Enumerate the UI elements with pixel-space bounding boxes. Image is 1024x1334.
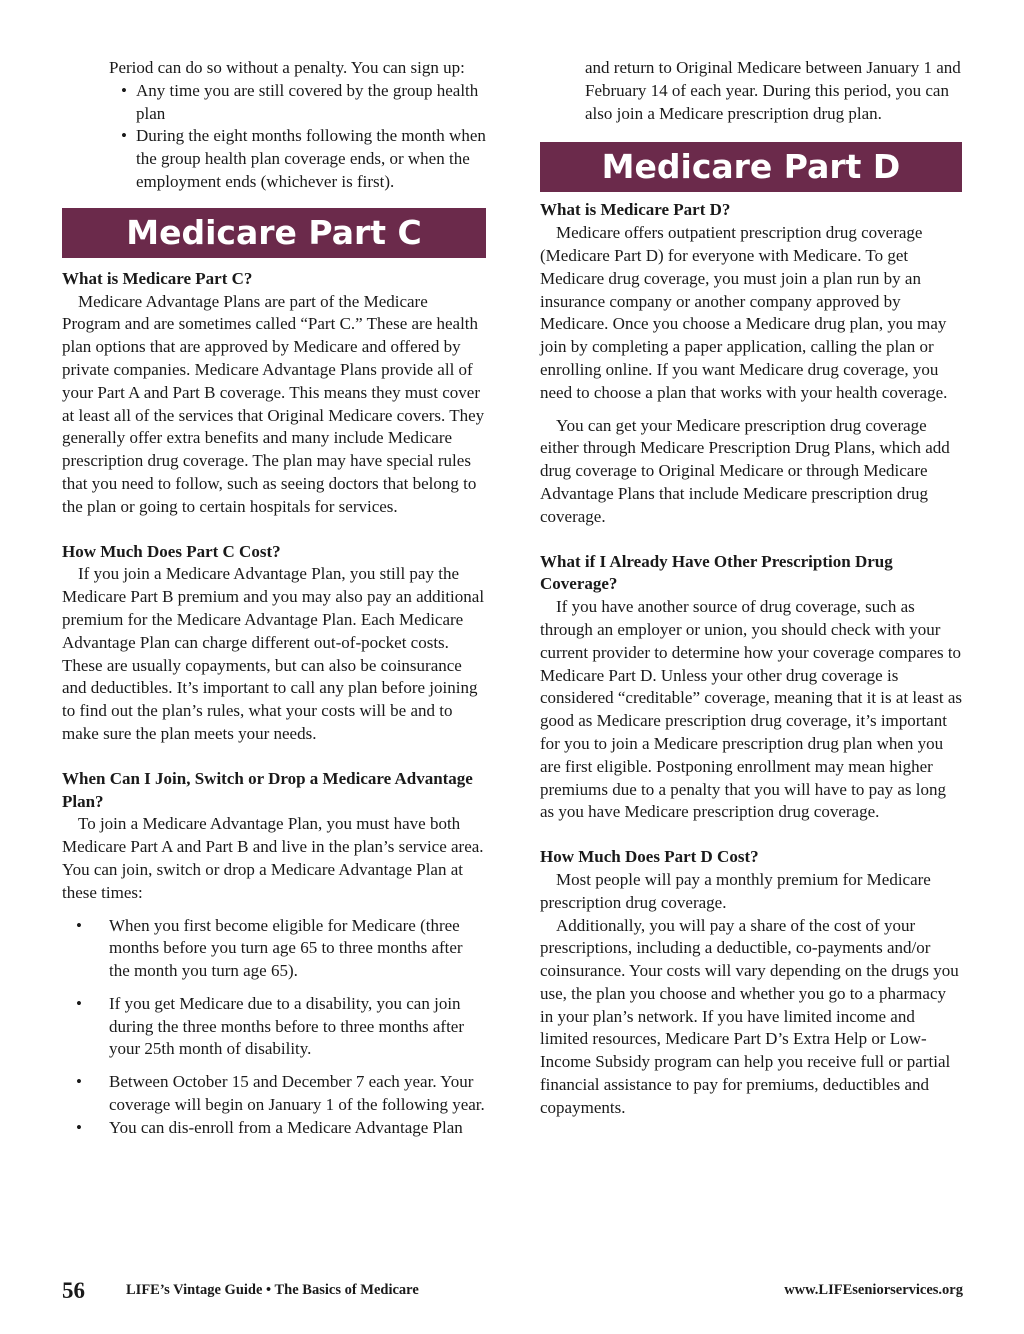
continuation-text: and return to Original Medicare between January 1 and February 14 of each year. During this period, you can also join a Medicare prescription drug plan. bbox=[585, 58, 961, 123]
enrollment-times-list bbox=[62, 915, 486, 1140]
website-url: www.LIFEseniorservices.org bbox=[784, 1282, 963, 1298]
part-d-banner: Medicare Part D bbox=[540, 142, 962, 192]
page-number: 56 bbox=[62, 1278, 85, 1303]
part-c-answer-cost: If you join a Medicare Advantage Plan, you still pay the Medicare Part B premium and you may also pay an additional premium for the Medicare Advantage Plan. Each Medicare Advantage Plan can charge different out-of-pocket costs. These are usually copayments, but can also be coinsurance and deductibles. It’s important to call any plan before joining to find out the plan’s rules, what your costs will be and to make sure the plan meets your needs. bbox=[62, 564, 485, 743]
part-c-answer-join: To join a Medicare Advantage Plan, you must have both Medicare Part A and Part B and live in the plan’s service area. You can join, switch or drop a Medicare Advantage Plan at these times: bbox=[62, 814, 484, 902]
part-c-question-join: When Can I Join, Switch or Drop a Medicare Advantage Plan? bbox=[62, 768, 473, 811]
enrollment-time-item: • When you first become eligible for Medicare (three months before you turn age 65 to three months after the month you turn age 65). bbox=[62, 915, 486, 983]
part-c-banner: Medicare Part C bbox=[62, 208, 486, 258]
right-column bbox=[540, 57, 962, 1120]
part-d-answer-what-2: You can get your Medicare prescription drug coverage either through Medicare Prescription Drug Plans, which add drug coverage to Original Medicare or through Medicare Advantage Plans that include Medicare prescription drug coverage. bbox=[540, 415, 950, 526]
enrollment-time-item: • You can dis-enroll from a Medicare Advantage Plan bbox=[62, 1117, 486, 1140]
part-d-answer-other: If you have another source of drug coverage, such as through an employer or union, you should check with your current provider to determine how your coverage compares to Medicare Part D. Unless your other drug coverage is considered “creditable” coverage, meaning that it is at least as good as Medicare prescription drug coverage, it’s important for you to join a Medicare prescription drug plan when you are first eligible. Postponing enrollment may mean higher premiums due to a penalty that you will have to pay as long as you have Medicare prescription drug coverage. bbox=[540, 597, 962, 822]
part-d-question-other: What if I Already Have Other Prescription Drug Coverage? bbox=[540, 551, 893, 594]
guide-title: LIFE’s Vintage Guide • The Basics of Medicare bbox=[126, 1282, 419, 1298]
part-d-question-what: What is Medicare Part D? bbox=[540, 200, 731, 220]
signup-bullet: • During the eight months following the month when the group health plan coverage ends, or when the employment ends (whichever is first). bbox=[117, 125, 486, 193]
part-c-question-what: What is Medicare Part C? bbox=[62, 268, 253, 288]
signup-bullet: • Any time you are still covered by the group health plan bbox=[117, 80, 486, 126]
signup-intro: Period can do so without a penalty. You can sign up: bbox=[109, 58, 465, 77]
part-c-answer-what: Medicare Advantage Plans are part of the Medicare Program and are sometimes called “Part C.” These are health plan options that are approved by Medicare and offered by private companies. Medicare Advantage Plans provide all of your Part A and Part B coverage. This means they must cover at least all of the services that Original Medicare covers. They generally offer extra benefits and many include Medicare prescription drug coverage. The plan may have special rules that you need to follow, such as seeing doctors that belong to the plan or going to certain hospitals for services. bbox=[62, 291, 485, 516]
part-d-answer-cost: Most people will pay a monthly premium for Medicare prescription drug coverage. bbox=[540, 869, 931, 912]
enrollment-time-item: • Between October 15 and December 7 each year. Your coverage will begin on January 1 of the following year. bbox=[62, 1071, 486, 1117]
left-column bbox=[62, 57, 486, 1140]
part-d-question-cost: How Much Does Part D Cost? bbox=[540, 847, 759, 867]
part-d-answer-what: Medicare offers outpatient prescription drug coverage (Medicare Part D) for everyone with Medicare. To get Medicare drug coverage, you must join a plan run by an insurance company or another company approved by Medicare. Once you choose a Medicare drug plan, you may join by completing a paper application, calling the plan or enrolling online. If you want Medicare drug coverage, you need to choose a plan that works with your health coverage. bbox=[540, 223, 948, 402]
part-c-question-cost: How Much Does Part C Cost? bbox=[62, 541, 281, 561]
part-d-answer-cost-2: Additionally, you will pay a share of the cost of your prescriptions, including a deductible, co-payments and/or coinsurance. Your costs will vary depending on the drugs you use, the plan you choose and whether you go to a pharmacy in your plan’s network. If you have limited income and limited resources, Medicare Part D’s Extra Help or Low-Income Subsidy program can help you receive full or partial financial assistance to pay for premiums, deductibles and copayments. bbox=[540, 915, 959, 1117]
signup-list bbox=[62, 80, 486, 194]
enrollment-time-item: • If you get Medicare due to a disability, you can join during the three months before to three months after your 25th month of disability. bbox=[62, 993, 486, 1061]
